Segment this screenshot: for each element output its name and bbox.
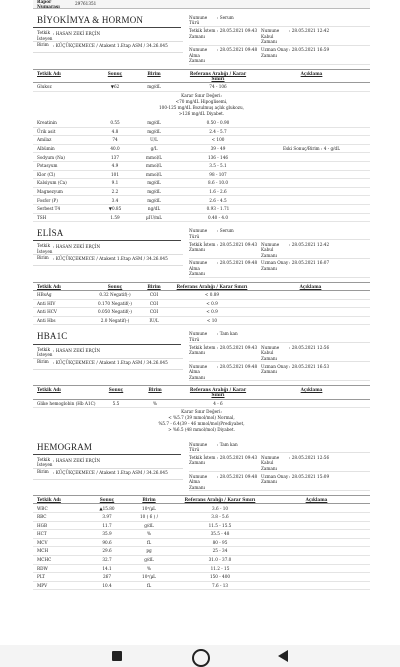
col-test: Tetkik Adı [37, 283, 61, 289]
table-row [33, 291, 370, 300]
test-name: Glike hemoglobin (Hb A1C) [37, 400, 96, 406]
accept-time-value: : 28.05.2021 12:56 [289, 455, 370, 472]
accept-time-label: Numune Kabul Zamanı [261, 28, 289, 45]
test-result: 3.4 [111, 197, 119, 203]
test-unit: mg/dL [147, 180, 161, 186]
test-reference: < 10 [206, 317, 218, 323]
requester-value: : HASAN ZEKİ ERÇİN [53, 347, 101, 353]
test-unit: mg/dL [147, 197, 161, 203]
unit-label: Birim [37, 468, 49, 474]
test-result: 4.8 [111, 128, 119, 134]
test-reference: 31.0 - 37.0 [208, 557, 232, 563]
test-reference: 39 - 49 [210, 145, 226, 151]
sample-type-value: : Serum [217, 15, 261, 27]
test-reference: 11.5 - 15.5 [208, 522, 232, 528]
test-unit: pg [146, 548, 152, 554]
col-result: Sonuç [107, 283, 123, 289]
accept-time-label: Numune Kabul Zamanı [261, 242, 289, 259]
table-row [33, 119, 370, 128]
test-reference: < 0.89 [204, 292, 220, 298]
col-unit: Birim [142, 497, 156, 503]
test-result: 4.9 [111, 163, 119, 169]
sample-type-label: Numune Türü [189, 442, 217, 454]
test-unit: U/L [150, 137, 158, 143]
test-unit: mg/dL [147, 120, 161, 126]
request-time-label: Tetkik İstem Zamanı [189, 345, 217, 362]
test-name: RDW [37, 565, 48, 571]
col-note: Açıklama [300, 387, 323, 393]
note-line: >126 mg/dL Diyabet. [178, 111, 225, 116]
test-name: Sodyum (Na) [37, 154, 65, 160]
table-header [33, 385, 370, 400]
lab-report [33, 0, 370, 590]
sample-type-value: : Tam kan [217, 331, 261, 343]
col-result: Sonuç [99, 497, 115, 503]
section-elisa [33, 225, 370, 325]
table-row [33, 573, 370, 582]
square-icon[interactable] [110, 649, 124, 663]
approve-time-value: : 28.05.2021 16:07 [289, 260, 370, 277]
col-unit: Birim [147, 283, 161, 289]
test-name: Anti HCV [37, 309, 57, 315]
col-reference: Referans Aralığı / Karar Sınırı [189, 70, 247, 81]
col-test: Tetkik Adı [37, 497, 61, 503]
col-reference: Referans Aralığı / Karar Sınırı [176, 283, 248, 289]
test-name: Glukoz [37, 84, 52, 90]
approve-time-label: Uzman Onay Zamanı [261, 364, 289, 381]
test-result: ▼62 [110, 84, 120, 90]
sample-type-value: : Serum [217, 228, 261, 240]
test-name: Anti Hbs [37, 317, 56, 323]
test-reference: 80 - 95 [212, 539, 228, 545]
test-name: Potasyum [37, 163, 58, 169]
request-time-value: : 28.05.2021 09:43 [217, 455, 261, 472]
table-row [33, 188, 370, 197]
test-name: Kalsiyum (Ca) [37, 180, 67, 186]
test-name: HGB [37, 522, 48, 528]
test-result: 11.7 [102, 522, 112, 528]
report-number-value: 29761351 [75, 1, 97, 7]
test-reference: 74 - 106 [209, 84, 227, 90]
test-unit: COI [149, 292, 159, 298]
test-name: HBsAg [37, 292, 52, 298]
test-unit: 10³/µL [142, 505, 156, 511]
test-reference: 11.2 - 15 [210, 565, 230, 571]
collect-time-label: Numune Alma Zamanı [189, 260, 217, 277]
test-result: 267 [103, 574, 111, 580]
table-row [33, 530, 370, 539]
test-result: ▲15.80 [99, 505, 115, 511]
requester-label: Tetkik İsteyen [37, 346, 53, 358]
test-unit: % [147, 565, 151, 571]
approve-time-value: : 28.05.2021 16:59 [289, 47, 370, 64]
requester-label: Tetkik İsteyen [37, 243, 53, 254]
table-row [33, 162, 370, 171]
col-reference: Referans Aralığı / Karar Sınırı [184, 497, 256, 503]
test-name: Anti HIV [37, 300, 56, 306]
test-reference: 7.6 - 13 [211, 582, 229, 588]
unit-value: : KÜÇÜKÇEKMECE / Atakent 1.Etap ASM / 34.26.045 [53, 469, 168, 475]
test-result: 0.050 Negatif(-) [98, 309, 132, 315]
test-result: 0.55 [110, 120, 120, 126]
test-result: 5.5 [112, 400, 120, 406]
table-header [33, 495, 370, 504]
test-name: Fosfor (P) [37, 197, 58, 203]
test-unit: 10 ( 6 ) / [140, 514, 158, 520]
requester-value: : HASAN ZEKİ ERÇİN [53, 31, 101, 37]
section-title: ELİSA [33, 225, 181, 241]
test-result: 1.59 [110, 214, 120, 220]
note-line: 100-125 mg/dL Bozulmuş açlık glukozu, [159, 104, 244, 110]
table-row [33, 565, 370, 574]
section-title: BİYOKİMYA & HORMON [33, 12, 181, 28]
col-note: Açıklama [305, 497, 328, 503]
test-result: ▼0.85 [108, 206, 122, 212]
section-biyokimya [33, 12, 370, 222]
test-unit: 10³/µL [142, 574, 156, 580]
table-row [33, 539, 370, 548]
test-unit: ng/dL [147, 206, 161, 212]
request-time-label: Tetkik İstem Zamanı [189, 455, 217, 472]
test-unit: mmol/L [146, 154, 162, 160]
table-row [33, 547, 370, 556]
accept-time-label: Numune Kabul Zamanı [261, 345, 289, 362]
request-time-label: Tetkik İstem Zamanı [189, 28, 217, 45]
test-reference: 0.50 - 0.90 [206, 120, 230, 126]
table-row [33, 153, 370, 162]
table-row [33, 317, 370, 326]
test-reference: < 100 [211, 137, 225, 143]
accept-time-value: : 28.05.2021 12:56 [289, 345, 370, 362]
table-row [33, 513, 370, 522]
requester-value: : HASAN ZEKİ ERÇİN [53, 457, 101, 463]
test-reference: 1.6 - 2.6 [209, 188, 227, 194]
test-result: 35.9 [102, 531, 112, 537]
table-row [33, 128, 370, 137]
table-row [33, 196, 370, 205]
test-name: Albümin [37, 145, 55, 151]
triangle-icon[interactable] [276, 649, 290, 663]
sample-type-label: Numune Türü [189, 15, 217, 27]
test-reference: 4 - 6 [213, 400, 223, 406]
test-name: HCT [37, 531, 47, 537]
test-name: Magnezyum [37, 188, 63, 194]
approve-time-label: Uzman Onay Zamanı [261, 474, 289, 491]
section-title: HEMOGRAM [33, 439, 181, 455]
test-unit: g/dL [144, 557, 154, 563]
test-unit: fL [146, 582, 152, 588]
unit-value: : KÜÇÜKÇEKMECE / Atakent 1.Etap ASM / 34.26.045 [53, 256, 168, 262]
col-note: Açıklama [299, 283, 322, 289]
test-reference: 3.6 - 10 [211, 505, 229, 511]
hemogram-rows [33, 504, 370, 590]
table-row [33, 300, 370, 309]
test-unit: mmol/L [146, 171, 162, 177]
collect-time-value: : 28.05.2021 09:48 [217, 364, 261, 381]
glucose-decision-note [33, 92, 370, 119]
test-reference: 8.6 - 10.0 [207, 180, 229, 186]
biyokimya-rows [33, 83, 370, 222]
table-header [33, 282, 370, 291]
test-reference: 2.4 - 5.7 [209, 128, 227, 134]
approve-time-label: Uzman Onay Zamanı [261, 47, 289, 64]
test-reference: 0.40 - 4.0 [207, 214, 229, 220]
col-note: Açıklama [300, 70, 323, 76]
test-name: WBC [37, 505, 48, 511]
collect-time-label: Numune Alma Zamanı [189, 47, 217, 64]
test-result: 2.2 [111, 188, 119, 194]
test-result: 40.0 [110, 145, 120, 151]
test-result: 32.7 [102, 557, 112, 563]
test-name: MCH [37, 548, 49, 554]
table-row [33, 214, 370, 223]
report-number-row [33, 0, 370, 9]
test-name: MCHC [37, 557, 52, 563]
test-result: 2.0 Negatif(-) [100, 317, 130, 323]
test-reference: 150 - 400 [209, 574, 231, 580]
approve-time-value: : 28.05.2021 15:09 [289, 474, 370, 491]
test-name: Klor (Cl) [37, 171, 56, 177]
table-row [33, 83, 370, 92]
requester-label: Tetkik İsteyen [37, 456, 53, 468]
request-time-label: Tetkik İstem Zamanı [189, 242, 217, 259]
test-unit: g/L [150, 145, 158, 151]
android-nav-bar [0, 645, 400, 667]
test-result: 90.6 [102, 539, 112, 545]
accept-time-value: : 28.05.2021 12:42 [289, 242, 370, 259]
test-name: MCV [37, 539, 48, 545]
accept-time-label: Numune Kabul Zamanı [261, 455, 289, 472]
requester-value: : HASAN ZEKİ ERÇİN [53, 244, 101, 250]
requester-label: Tetkik İsteyen [37, 30, 53, 41]
test-reference: < 0.9 [206, 309, 218, 315]
test-unit: fL [146, 539, 152, 545]
test-name: TSH [37, 214, 47, 220]
approve-time-label: Uzman Onay Zamanı [261, 260, 289, 277]
hba1c-decision-note [33, 408, 370, 435]
collect-time-value: : 28.05.2021 09:48 [217, 474, 261, 491]
report-number-label: Rapor Numarası [37, 0, 60, 9]
test-unit: COI [149, 309, 159, 315]
test-result: 137 [111, 154, 119, 160]
approve-time-value: : 28.05.2021 16:53 [289, 364, 370, 381]
collect-time-value: : 28.05.2021 09:48 [217, 260, 261, 277]
section-hemogram [33, 439, 370, 591]
accept-time-value: : 28.05.2021 12:42 [289, 28, 370, 45]
sample-type-label: Numune Türü [189, 331, 217, 343]
note-line: > %6.5 (48 mmol/mol) Diyabet. [168, 427, 235, 433]
note-line: Karar Sınır Değeri: [181, 409, 222, 415]
test-unit: mg/dL [147, 188, 161, 194]
elisa-rows [33, 291, 370, 325]
hba1c-rows [33, 400, 370, 409]
test-result: 74 [112, 137, 118, 143]
unit-label: Birim [37, 42, 49, 48]
test-reference: 3.8 - 5.6 [211, 514, 229, 520]
table-row [33, 171, 370, 180]
col-result: Sonuç [107, 70, 123, 76]
section-title: HBA1C [33, 328, 181, 344]
table-row [33, 504, 370, 513]
request-time-value: : 28.05.2021 09:43 [217, 28, 261, 45]
unit-label: Birim [37, 255, 49, 261]
note-line: Karar Sınır Değeri: [181, 92, 222, 98]
test-reference: 98 - 107 [209, 171, 227, 177]
sample-type-label: Numune Türü [189, 228, 217, 240]
table-row [33, 522, 370, 531]
collect-time-value: : 28.05.2021 09:48 [217, 47, 261, 64]
test-unit: % [147, 531, 151, 537]
test-name: PLT [37, 574, 46, 580]
test-result: 10.4 [102, 582, 112, 588]
test-result: 0.32 Negatif(-) [99, 292, 131, 298]
test-unit: COI [149, 300, 159, 306]
col-result: Sonuç [108, 387, 124, 393]
test-name: RBC [37, 514, 47, 520]
test-result: 101 [111, 171, 119, 177]
col-test: Tetkik Adı [37, 387, 61, 393]
table-row [33, 400, 370, 409]
test-reference: 0.93 - 1.71 [206, 206, 230, 212]
test-result: 0.170 Negatif(-) [98, 300, 132, 306]
test-result: 14.1 [102, 565, 112, 571]
test-reference: 25 - 34 [212, 548, 228, 554]
request-time-value: : 28.05.2021 09:43 [217, 345, 261, 362]
section-hba1c [33, 328, 370, 435]
col-test: Tetkik Adı [37, 70, 61, 76]
test-unit: mg/dL [147, 128, 161, 134]
circle-icon[interactable] [192, 649, 206, 663]
unit-label: Birim [37, 358, 49, 364]
test-unit: IU/L [149, 317, 159, 323]
test-reference: 136 - 146 [207, 154, 229, 160]
collect-time-label: Numune Alma Zamanı [189, 474, 217, 491]
test-name: Amilaz [37, 137, 52, 143]
test-unit: g/dL [144, 522, 154, 528]
test-unit: mg/dL [147, 84, 161, 90]
table-row [33, 205, 370, 214]
test-reference: 3.5 - 5.1 [209, 163, 227, 169]
table-row [33, 179, 370, 188]
sample-type-value: : Tam kan [217, 442, 261, 454]
table-row [33, 136, 370, 145]
test-unit: % [153, 400, 157, 406]
note-line: <70 mg/dL Hipoglisemi, [175, 98, 228, 104]
note-line: %5.7 - 6.4(39 - 46 mmol/mol)Prediyabet, [158, 421, 245, 427]
test-reference: 35.5 - 48 [210, 531, 230, 537]
col-reference: Referans Aralığı / Karar Sınırı [189, 387, 247, 398]
request-time-value: : 28.05.2021 09:43 [217, 242, 261, 259]
test-name: Kreatinin [37, 120, 57, 126]
test-name: Ürik asit [37, 128, 56, 134]
test-name: MPV [37, 582, 48, 588]
test-reference: < 0.9 [206, 300, 218, 306]
test-result: 29.6 [102, 548, 112, 554]
test-note: Eski Sonuç/Birim : 4 - g/dL [282, 145, 341, 151]
note-line: < %5.7 (39 mmol/mol) Normal, [168, 415, 235, 421]
test-unit: µIU/mL [145, 214, 163, 220]
col-unit: Birim [147, 70, 161, 76]
unit-value: : KÜÇÜKÇEKMECE / Atakent 1.Etap ASM / 34.26.045 [53, 359, 168, 365]
table-row [33, 308, 370, 317]
test-result: 9.1 [111, 180, 119, 186]
table-row [33, 145, 370, 154]
collect-time-label: Numune Alma Zamanı [189, 364, 217, 381]
col-unit: Birim [148, 387, 162, 393]
table-row [33, 556, 370, 565]
test-result: 3.97 [102, 514, 112, 520]
table-header [33, 69, 370, 84]
table-row [33, 582, 370, 591]
test-unit: mmol/L [146, 163, 162, 169]
test-name: Serbest T4 [37, 206, 61, 212]
unit-value: : KÜÇÜKÇEKMECE / Atakent 1.Etap ASM / 34.26.045 [53, 43, 168, 49]
test-reference: 2.6 - 4.5 [209, 197, 227, 203]
